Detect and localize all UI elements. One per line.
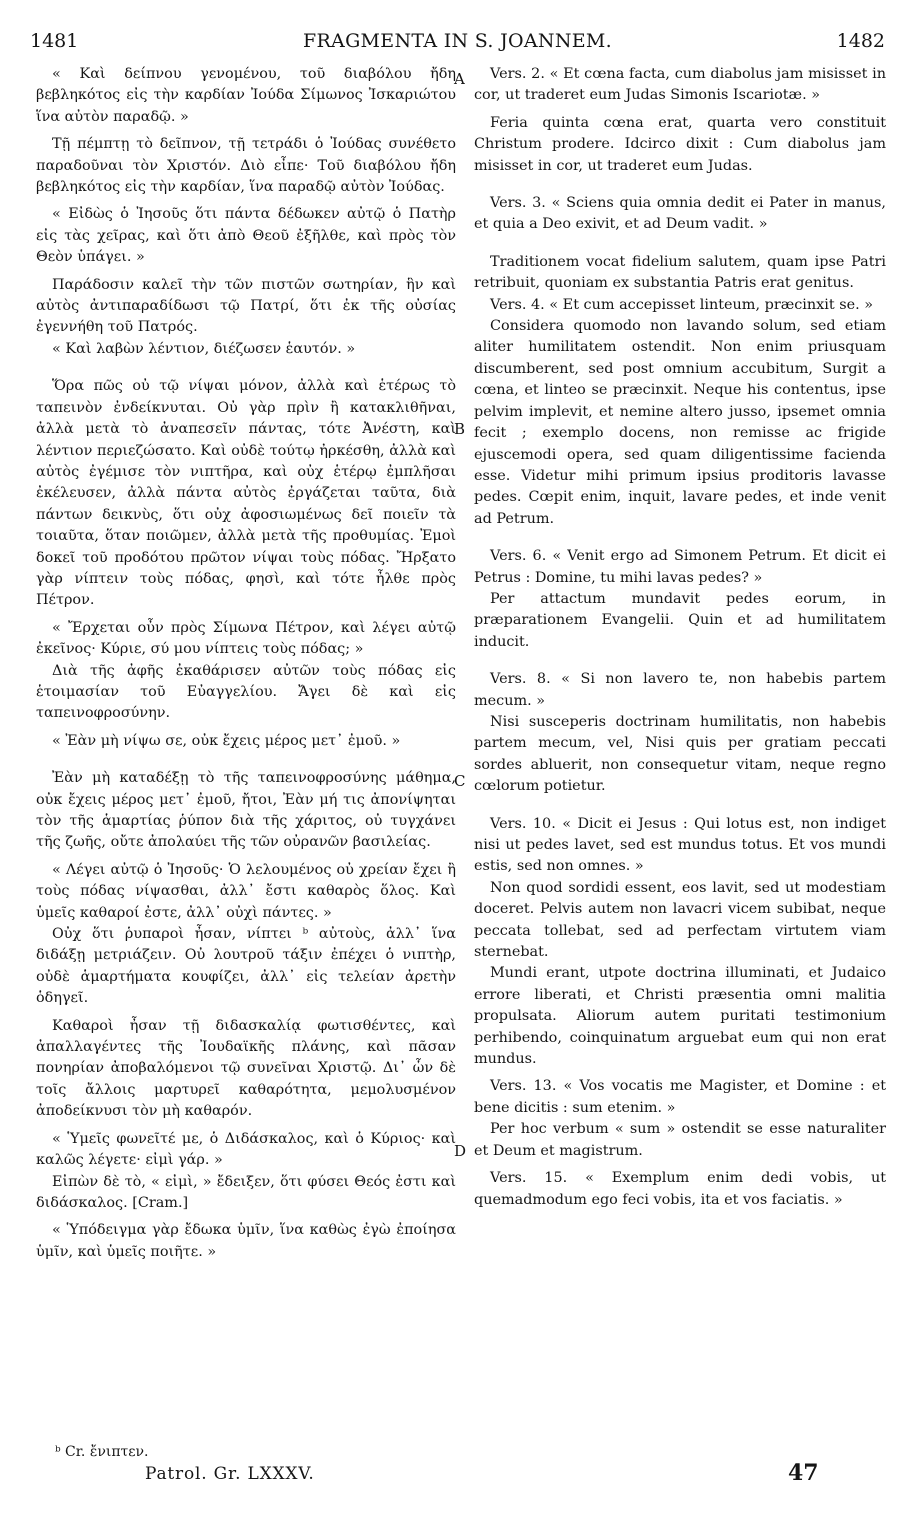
latin-lemma-v13: Vers. 13. « Vos vocatis me Magister, et Domine : et bene dicitis : sum etenim. » [474, 1078, 886, 1116]
latin-comment-v10: Non quod sordidi essent, eos lavit, sed ut modestiam doceret. Pelvis autem non lavacri vicem subibat, neque peccata tollebat, sed ad perfectam virtutem viam sternebat. [474, 879, 886, 961]
greek-comment-v2: Τῇ πέμπτῃ τὸ δεῖπνον, τῇ τετράδι ὁ Ἰούδας συνέθετο παραδοῦναι τὸν Χριστόν. Διὸ εἶπε· Τοῦ διαβόλου ἤδη βεβληκότος εἰς τὴν καρδίαν, ἵνα παραδῷ αὐτὸν Ἰούδας. [36, 136, 456, 196]
greek-comment-v4: Ὅρα πῶς οὐ τῷ νίψαι μόνον, ἀλλὰ καὶ ἑτέρως τὸ ταπεινὸν ἐνδείκνυται. Οὐ γὰρ πρὶν ἢ κατακλιθῆναι, ἀλλὰ μετὰ τὸ ἀναπεσεῖν πάντας, τότε Ἀνέστη, καὶ λέντιον περιεζώσατο. Καὶ οὐδὲ τούτῳ ἠρκέσθη, ἀλλὰ καὶ αὐτὸς ἐγέμισε τὸν νιπτῆρα, καὶ οὐχ ἑτέρῳ ἐμπλῆσαι ἐκέλευσεν, ἀλλὰ πάντα αὐτὸς ἐργάζεται ταῦτα, διὰ πάντων δεικνὺς, ὅτι οὐχ ἀφοσιωμένως δεῖ ποιεῖν τὰ τοιαῦτα, ὅταν ποιῶμεν, ἀλλὰ μετὰ τῆς προθυμίας. Ἐμοὶ δοκεῖ τοῦ προδότου πρῶτον νίψαι τοὺς πόδας. Ἤρξατο γὰρ νίπτειν τοὺς πόδας, φησὶ, καὶ τότε ἦλθε πρὸς Πέτρον. [36, 378, 456, 609]
greek-comment-v13: Εἰπὼν δὲ τὸ, « εἰμὶ, » ἔδειξεν, ὅτι φύσει Θεός ἐστι καὶ διδάσκαλος. [Cram.] [36, 1173, 456, 1211]
latin-lemma-v8: Vers. 8. « Si non lavero te, non habebis partem mecum. » [474, 671, 886, 709]
running-title: FRAGMENTA IN S. JOANNEM. [302, 30, 613, 52]
greek-comment-v10b: Καθαροὶ ἦσαν τῇ διδασκαλίᾳ φωτισθέντες, καὶ ἀπαλλαγέντες τῆς Ἰουδαϊκῆς πλάνης, καὶ πᾶσαν πονηρίαν ἀποβαλόμενοι τῷ συνεῖναι Χριστῷ. Δι᾽ ὧν δὲ τοῖς ἄλλοις μαρτυρεῖ καθαρότητα, μεμολυσμένον ἀποδείκνυσι τὸν μὴ καθαρόν. [36, 1017, 456, 1120]
greek-column [36, 64, 456, 1263]
margin-letter-b: B [454, 420, 466, 438]
footnote: ᵇ Cr. ἔνιπτεν. [55, 1444, 149, 1460]
greek-lemma-v15: « Ὑπόδειγμα γὰρ ἔδωκα ὑμῖν, ἵνα καθὼς ἐγὼ ἐποίησα ὑμῖν, καὶ ὑμεῖς ποιῆτε. » [36, 1222, 456, 1260]
right-page-number: 1482 [836, 30, 885, 52]
margin-letter-d: D [454, 1142, 467, 1160]
latin-column [474, 64, 886, 1211]
greek-comment-v6: Διὰ τῆς ἀφῆς ἐκαθάρισεν αὐτῶν τοὺς πόδας εἰς ἑτοιμασίαν τοῦ Εὐαγγελίου. Ἄγει δὲ καὶ εἰς ταπεινοφροσύνην. [36, 662, 456, 722]
latin-lemma-v4: Vers. 4. « Et cum accepisset linteum, præcinxit se. » [490, 296, 874, 313]
greek-lemma-v6: « Ἔρχεται οὖν πρὸς Σίμωνα Πέτρον, καὶ λέγει αὐτῷ ἐκεῖνος· Κύριε, σύ μου νίπτεις τοὺς πόδας; » [36, 619, 456, 658]
greek-lemma-v10: « Λέγει αὐτῷ ὁ Ἰησοῦς· Ὁ λελουμένος οὐ χρείαν ἔχει ἢ τοὺς πόδας νίψασθαι, ἀλλ᾽ ἔστι καθαρὸς ὅλος. Καὶ ὑμεῖς καθαροί ἐστε, ἀλλ᾽ οὐχὶ πάντες. » [36, 861, 456, 921]
latin-comment-v6: Per attactum mundavit pedes eorum, in præparationem Evangelii. Quin et ad humilitatem inducit. [474, 590, 886, 650]
greek-lemma-v3: « Εἰδὼς ὁ Ἰησοῦς ὅτι πάντα δέδωκεν αὐτῷ ὁ Πατὴρ εἰς τὰς χεῖρας, καὶ ὅτι ἀπὸ Θεοῦ ἐξῆλθε, καὶ πρὸς τὸν Θεὸν ὑπάγει. » [36, 206, 456, 266]
greek-comment-v3: Παράδοσιν καλεῖ τὴν τῶν πιστῶν σωτηρίαν, ἣν καὶ αὐτὸς ἀντιπαραδίδωσι τῷ Πατρί, ὅτι ἐκ τῆς οὐσίας ἐγεννήθη τοῦ Πατρός. [36, 276, 456, 336]
greek-lemma-v2: « Καὶ δείπνου γενομένου, τοῦ διαβόλου ἤδη βεβληκότος εἰς τὴν καρδίαν Ἰούδα Σίμωνος Ἰσκαριώτου ἵνα αὐτὸν παραδῷ. » [36, 66, 456, 125]
greek-lemma-v8: « Ἐὰν μὴ νίψω σε, οὐκ ἔχεις μέρος μετ᾽ ἐμοῦ. » [52, 732, 401, 749]
latin-comment-v10b: Mundi erant, utpote doctrina illuminati, et Judaico errore liberati, et Christi præsentia omni malitia propulsata. Aliorum autem puritati testimonium perhibendo, coinquinatum arguebat eum qui non erat mundus. [474, 965, 886, 1068]
margin-letter-a: A [454, 70, 465, 88]
latin-lemma-v10: Vers. 10. « Dicit ei Jesus : Qui lotus est, non indiget nisi ut pedes lavet, sed est mundus totus. Et vos mundi estis, sed non omnes. » [474, 815, 886, 875]
latin-comment-v4: Considera quomodo non lavando solum, sed etiam aliter humilitatem ostendit. Non enim priusquam discumberent, sed post omnium accubitum, Surgit a cœna, et linteo se præcinxit. Neque his contentus, ipse pelvim implevit, et nemine altero jusso, ipsemet omnia fecit ; exemplo docens, non remisse ac frigide ejuscemodi opera, sed quam diligentissime facienda esse. Videtur mihi primum ipsius proditoris lavasse pedes. Cœpit enim, inquit, lavare pedes, et inde venit ad Petrum. [474, 318, 886, 527]
latin-lemma-v15: Vers. 15. « Exemplum enim dedi vobis, ut quemadmodum ego feci vobis, ita et vos faciatis. » [474, 1170, 886, 1208]
latin-comment-v13: Per hoc verbum « sum » ostendit se esse naturaliter et Deum et magistrum. [474, 1121, 886, 1159]
footer-sheet-number: 47 [788, 1460, 819, 1486]
margin-letter-c: C [454, 772, 466, 790]
latin-lemma-v3: Vers. 3. « Sciens quia omnia dedit ei Pater in manus, et quia a Deo exivit, et ad Deum vadit. » [474, 195, 886, 233]
latin-comment-v8: Nisi susceperis doctrinam humilitatis, non habebis partem mecum, vel, Nisi quis per gratiam peccati sordes abluerit, non consequetur vitam, neque regno cœlorum potietur. [474, 713, 886, 795]
footer-signature: Patrol. Gr. LXXXV. [145, 1464, 315, 1484]
latin-lemma-v6: Vers. 6. « Venit ergo ad Simonem Petrum. Et dicit ei Petrus : Domine, tu mihi lavas pedes? » [474, 548, 886, 586]
greek-comment-v8: Ἐὰν μὴ καταδέξῃ τὸ τῆς ταπεινοφροσύνης μάθημα, οὐκ ἔχεις μέρος μετ᾽ ἐμοῦ, ἤτοι, Ἐὰν μή τις ἀπονίψηται τὸν τῆς ἁμαρτίας ῥύπον διὰ τῆς χάριτος, οὐ τυγχάνει τῆς ζωῆς, οὔτε ἀπολαύει τῆς τῶν οὐρανῶν βασιλείας. [36, 770, 456, 851]
latin-comment-v3: Traditionem vocat fidelium salutem, quam ipse Patri retribuit, quoniam ex substantia Patris erat genitus. [474, 253, 886, 292]
latin-lemma-v2: Vers. 2. « Et cœna facta, cum diabolus jam misisset in cor, ut traderet eum Judas Simonis Iscariotæ. » [474, 66, 886, 104]
greek-lemma-v13: « Ὑμεῖς φωνεῖτέ με, ὁ Διδάσκαλος, καὶ ὁ Κύριος· καὶ καλῶς λέγετε· εἰμὶ γάρ. » [36, 1130, 456, 1169]
left-page-number: 1481 [30, 30, 79, 52]
latin-comment-v2: Feria quinta cœna erat, quarta vero constituit Christum prodere. Idcirco dixit : Cum diabolus jam misisset in cor, ut traderet eum Judas. [474, 114, 886, 174]
greek-comment-v10: Οὐχ ὅτι ῥυπαροὶ ἦσαν, νίπτει ᵇ αὐτοὺς, ἀλλ᾽ ἵνα διδάξῃ μετριάζειν. Οὐ λουτροῦ τάξιν ἐπέχει ὁ νιπτὴρ, οὐδὲ ἁμαρτήματα κουφίζει, ἀλλ᾽ εἰς τελείαν ἀρετὴν ὁδηγεῖ. [36, 926, 456, 1007]
page-header [30, 30, 885, 60]
greek-lemma-v4: « Καὶ λαβὼν λέντιον, διέζωσεν ἑαυτόν. » [52, 340, 356, 357]
